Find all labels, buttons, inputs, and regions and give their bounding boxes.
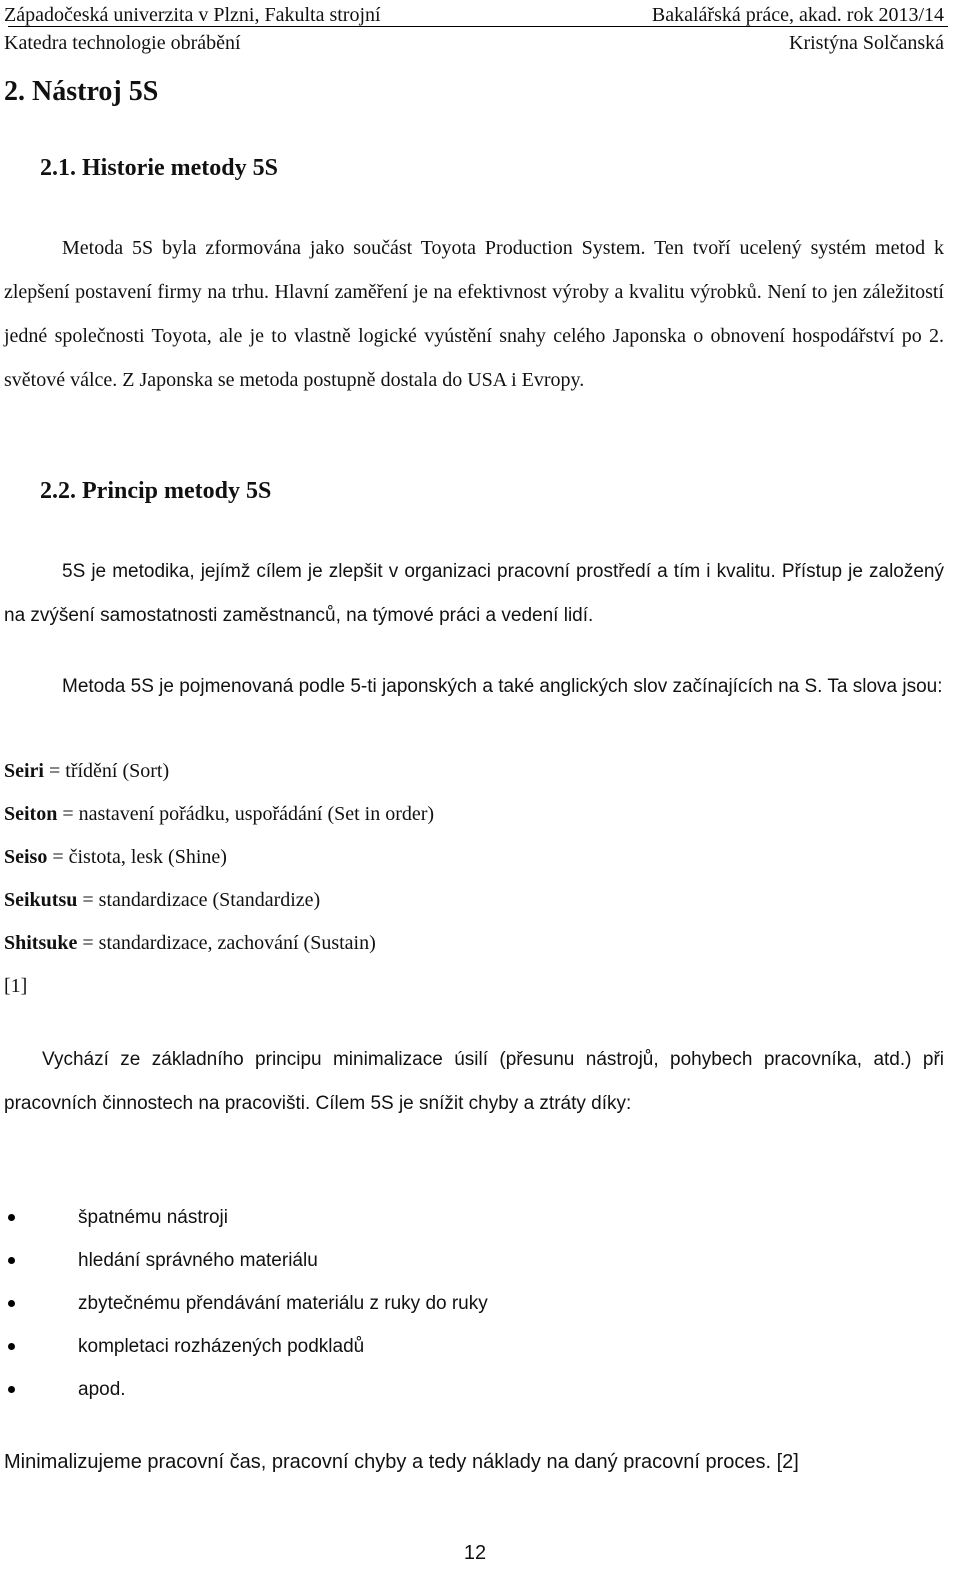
page-header-line-2 (4, 30, 944, 56)
bullet-list (4, 1196, 944, 1411)
list-item (4, 1196, 944, 1239)
list-item (4, 1368, 944, 1411)
definition-item (4, 836, 944, 879)
header-department: Katedra technologie obrábění (4, 32, 241, 54)
definition-term: Shitsuke (4, 932, 78, 954)
header-thesis-info: Bakalářská práce, akad. rok 2013/14 (651, 4, 944, 26)
section-title-principle: 2.2. Princip metody 5S (40, 478, 272, 504)
list-item (4, 1239, 944, 1282)
page-number: 12 (463, 1542, 487, 1564)
principle-paragraph-1: 5S je metodika, jejímž cílem je zlepšit v organizaci pracovní prostředí a tím i kvalitu. Přístup je založený na zvýšení samostatnosti zaměstnanců, na týmové práci a vedení lidí. (4, 561, 944, 626)
definition-text: = standardizace (Standardize) (77, 889, 321, 911)
definition-item (4, 922, 944, 965)
bullet-icon (8, 1386, 15, 1393)
definition-text: = standardizace, zachování (Sustain) (77, 932, 376, 954)
principle-paragraph-2: Metoda 5S je pojmenovaná podle 5-ti japonských a také anglických slov začínajících na S. Ta slova jsou: (62, 676, 943, 697)
list-item-text: kompletaci rozházených podkladů (78, 1336, 365, 1357)
definition-item (4, 750, 944, 793)
list-item (4, 1282, 944, 1325)
header-rule (8, 26, 948, 27)
bullet-icon (8, 1300, 15, 1307)
bullet-icon (8, 1257, 15, 1264)
list-item-text: hledání správného materiálu (78, 1250, 318, 1271)
definition-term: Seikutsu (4, 889, 78, 911)
header-author: Kristýna Solčanská (789, 32, 944, 54)
definition-item (4, 793, 944, 836)
list-item (4, 1325, 944, 1368)
definition-list (4, 750, 944, 1008)
page-header-line-1 (4, 2, 944, 28)
section-title-history: 2.1. Historie metody 5S (40, 155, 278, 181)
definition-text: = nastavení pořádku, uspořádání (Set in order) (57, 803, 435, 825)
list-item-text: zbytečnému přendávání materiálu z ruky do ruky (78, 1293, 488, 1314)
bullet-icon (8, 1343, 15, 1350)
list-item-text: apod. (78, 1379, 126, 1400)
definition-text: = třídění (Sort) (44, 760, 170, 782)
minimization-paragraph: Vychází ze základního principu minimalizace úsilí (přesunu nástrojů, pohybech pracovníka, atd.) při pracovních činnostech na pracovišti. Cílem 5S je snížit chyby a ztráty díky: (4, 1049, 944, 1114)
definition-text: = čistota, lesk (Shine) (47, 846, 227, 868)
list-item-text: špatnému nástroji (78, 1207, 228, 1228)
citation: [1] (4, 975, 28, 997)
header-university: Západočeská univerzita v Plzni, Fakulta strojní (4, 4, 381, 26)
final-paragraph: Minimalizujeme pracovní čas, pracovní chyby a tedy náklady na daný pracovní proces. [2] (4, 1451, 799, 1473)
bullet-icon (8, 1214, 15, 1221)
definition-term: Seiri (4, 760, 44, 782)
chapter-title: 2. Nástroj 5S (4, 76, 159, 107)
definition-term: Seiton (4, 803, 58, 825)
definition-term: Seiso (4, 846, 48, 868)
definition-item (4, 879, 944, 922)
history-paragraph: Metoda 5S byla zformována jako součást Toyota Production System. Ten tvoří ucelený systém metod k zlepšení postavení firmy na trhu. Hlavní zaměření je na efektivnost výroby a kvalitu výrobků. Není to jen záležitostí jedné společnosti Toyota, ale je to vlastně logické vyústění snahy celého Japonska o obnovení hospodářství po 2. světové válce. Z Japonska se metoda postupně dostala do USA i Evropy. (4, 237, 944, 391)
